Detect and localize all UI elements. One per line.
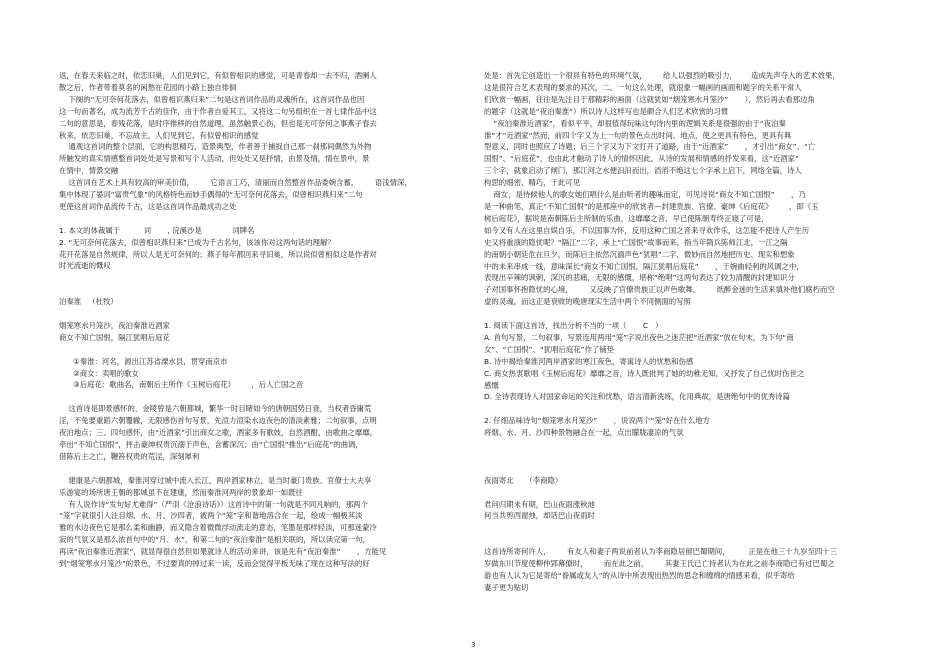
right-column-line: 的题字（这就是“夜泊秦淮”）所以诗人这样写也是颇合人们艺术欣赏的习惯: [484, 106, 729, 116]
left-column-line: 牵出“不知亡国恨”，抨击豪绅权贵沉溺于声色，含蓄深沉；由“亡国恨”推出“后庭花”的曲调，: [59, 440, 363, 449]
left-column-line: 建康是六朝都城，秦淮河穿过城中流入长江，两岸酒家林立，是当时豪门贵族、官僚士大夫享: [59, 475, 372, 485]
left-column-line: [59, 463, 454, 475]
left-column-line: 集中体现了晏词“富贵气象”的风格特色而妙手偶得的“无可奈何花落去，似曾相识燕归来”二句: [59, 190, 363, 200]
left-column-line: “笼”字就很引人注目烟、水、月、沙四者，被两个“笼”字和谐地溶合在一起，绘成一幅极其淡: [59, 511, 363, 521]
right-column-line: C. 商女热衷歌唱《玉树后庭花》靡靡之音，诗人既批判了她的幼稚无知，又抒发了自己忧时伤世之: [484, 368, 805, 378]
left-column-line: 秋来，依恋旧巢，不忘故主，人们见到它，有似曾相识的感觉: [59, 130, 259, 140]
right-column-line: 子对国事怀抱隐忧的心境， 又反映了官僚贵族正以声色歌舞、 纸醉金迷的生活来填补他们腐朽而空: [484, 285, 835, 295]
left-column-line: 所触发的真实情感整首词处处是写景和写个人活动，但处处又是抒情，由景及情，情在景中，景: [59, 154, 370, 164]
left-column-line: 更使这首词作品流传千古，这是这首词作品最成功之处: [59, 201, 237, 211]
right-column-line: 们欣赏一幅画，往往是先注目于那精彩的画面（这就犹如“烟笼寒水月笼沙” ），然后再去看那边角: [484, 94, 815, 104]
left-column-line: [59, 344, 454, 356]
right-column-line: 这是很符合艺术表现的要求的其次，二、一句这么处理，就很象一幅画的画面和题字的关系平常人: [484, 82, 802, 92]
left-column-line: 乐游宴的场所唐王朝的都城虽不在建康，然而秦淮河两岸的景象却一如既往: [59, 487, 303, 497]
right-column-line: [484, 451, 889, 463]
left-column-line: 散之后，作者带着莫名的闲愁在花园的小路上独自徘徊: [59, 82, 237, 92]
right-column-line: 妻子更为贴切: [484, 582, 529, 592]
left-column-line: [59, 272, 454, 284]
left-column-line: 时光流逝的慨叹: [59, 261, 111, 271]
left-column-line: 商女不知亡国恨，隔江犹唱后庭花: [59, 332, 170, 342]
right-column-line: 树后庭花》，据说是南朝陈后主所制的乐曲，这靡靡之音，早已使陈朝寿终正寝了可是，: [484, 213, 769, 223]
right-column-line: [484, 463, 889, 475]
right-column-line: 三个字，就象启动了闸门，那江河之水便汩汩而出，滔滔不绝这七个字承上启下，网络全篇，诗人: [484, 166, 802, 176]
left-column-line: 雅的水边夜色它是那么柔和幽静，而又隐含着微微浮动流走的意态，笔墨是那样轻淡，可那迷蒙冷: [59, 523, 377, 533]
left-column-line: 泊秦淮 （杜牧）: [59, 297, 118, 307]
left-column-line: 返，在春天来临之时，依恋旧巢，人们见到它，有似曾相识的感觉，可是青春却一去不归，酒阑人: [59, 71, 377, 80]
right-column-line: 君问归期未有期，巴山夜雨涨秋池: [484, 499, 595, 509]
right-column-line: “夜泊秦淮近酒家”，看似平平，却很值得玩味这句诗内里的逻辑关系是很强的由于“夜泊秦: [484, 118, 786, 128]
left-column-line: 这首诗是即景感怀的，金陵曾是六朝都城，繁华一时目睹如今的唐朝国势日衰，当权者昏庸荒: [59, 404, 372, 414]
right-column-line: [484, 308, 889, 320]
left-column-line: ①秦淮：河名，源出江苏省溧水县，贯穿南京市: [59, 356, 228, 366]
left-column-line: 有人说作诗“发句好尤难得”（严羽《沧浪诗话》）这首诗中的第一句就是不同凡响的，那两个: [59, 499, 368, 509]
left-column-line: 1. 本文的体裁属于 词 , 浣溪沙是 词牌名: [59, 225, 255, 235]
right-column-line: [484, 487, 889, 499]
right-column-line: 虚的灵魂，而这正是衰败的晚唐现实生活中两个不同侧面的写照: [484, 297, 691, 307]
right-column-line: 表现出辛辣的讽刺，深沉的悲痛，无限的感慨，堪称“绝唱”这两句表达了较为清醒的封建知识分: [484, 273, 795, 283]
right-column-line: [484, 403, 889, 415]
left-column-line: 这首词在艺术上具有较高的审美价值， 它语言工巧，清丽而自然整首作品委婉含蓄， 语浅情深，: [59, 178, 412, 188]
left-column-line: [59, 213, 454, 225]
right-column-line: 这首诗所寄何许人， 有友人和妻子两说前者认为李商隐居留巴蜀期间， 正是在他三十九岁至四十三: [484, 547, 838, 557]
left-column-line: 二句的意思是，春残花落，是时序推移的自然道理，虽然触景心伤，但也是无可奈何之事燕子春去: [59, 118, 377, 128]
left-column-line: 花开花落是自然规律，所以人是无可奈何的；燕子每年都回来寻旧巢，所以说似曾相似这是作者对: [59, 249, 377, 259]
right-column-line: 处是：首先它创造出一个很具有特色的环境气氛， 给人以强烈的吸引力， 造成先声夺人的艺术效果，: [484, 71, 840, 80]
right-column-line: A. 首句写景，二句叙事，写景连用两用“笼”字说出夜色之迷茫把“近酒家”放在句末，为下句“商: [484, 332, 794, 342]
page-number: 3: [471, 641, 476, 649]
left-column-line: ③后庭花：歌曲名，南朝后主所作《玉树后庭花》 ，后人亡国之音: [59, 380, 304, 390]
left-column-line: [59, 308, 454, 320]
right-column-line: D. 全诗表现诗人对国家命运的关注和忧愁，语言清新洗练，化用典故，是唐绝句中的优秀诗篇: [484, 392, 791, 402]
right-column-line: 游也有人认为它是寄给“眷属或友人”的从诗中所表现出热烈的思念和缠绵的情感来看，似乎寄给: [484, 570, 795, 580]
left-column-line: 淫，不免要重蹈六朝覆辙，无限感伤首句写景，先渲力渲染水边夜色的清淡素雅；二句叙事，点明: [59, 416, 377, 426]
right-column-line: 岁做东川节度使柳仲郢幕僚时， 而在此之前， 其妻王氏已亡持者认为在此之前李商隐已有过巴蜀之: [484, 559, 835, 569]
left-column-line: 这一句而著名，成为流芳千古的佳作，由于作者自爱其工，又将这二句另组织在一首七律作品中这: [59, 106, 377, 116]
right-column-line: 1. 阅读下面这首诗，找出分析不当的一项（ C ）: [484, 321, 663, 331]
right-column-line: 的南朝小朝廷危在旦夕，而陈后主依然沉湎声色“犹唱”二字，微妙而自然地把历史、现实和想象: [484, 249, 795, 259]
right-column-line: 何当共剪西窗烛，却话巴山夜雨时: [484, 511, 595, 521]
right-column-line: 女”、“亡国恨”、“犹唱后庭花”作了铺垫: [484, 344, 615, 354]
right-column-line: 国恨”、“后庭花”，也由此才触动了诗人的情怀因此，从诗的发展和情感的抒发来看，这“近酒家”: [484, 154, 799, 164]
left-column-line: 寂的气氛又是那么浓首句中的“月、水”，和第二句的“夜泊秦淮”是相关联的，所以读完第一句，: [59, 535, 370, 545]
right-column: [484, 70, 889, 594]
left-column-line: ②商女：卖唱的歌女: [59, 368, 139, 378]
left-column-line: 烟笼寒水月笼沙，夜泊秦淮近酒家: [59, 320, 170, 330]
left-column-line: 借陈后主之亡，鞭笞权贵的荒淫，深刻犀利: [59, 451, 200, 461]
right-column-line: 型意义，同时也照应了诗题；后三个字又为下文打开了道路，由于“近酒家” ，才引出“商女”、“亡: [484, 142, 816, 152]
left-column-line: 再读“夜泊秦淮近酒家”，就显得很自然但如果就诗人的活动来讲，该是先有“夜泊秦淮” ，方能见: [59, 547, 387, 557]
right-column-line: [484, 439, 889, 451]
left-column-line: 通观这首词的整个层面，它的构思精巧，造景典型，作者善于捕捉自己那一刹那间偶然为外物: [59, 142, 372, 152]
left-column-line: 下阕的“无可奈何花落去，似曾相识燕归来”二句是这首词作品的灵魂所在，这首词作品也因: [59, 94, 365, 104]
left-column-line: [59, 391, 454, 403]
right-column-line: 史又将重演的隐忧呢？“隔江”二字，承上“亡国恨”故事而来，指当年隋兵陈师江北，一江之隔: [484, 237, 788, 247]
right-column-line: 商女，是侍候他人的歌女她们唱什么是由听者的趣味而定，可见诗说“商女不知亡国恨” ，乃: [484, 190, 806, 200]
right-column-line: B. 诗中揭给秦淮河两岸酒家的寒江夜色，寄寓诗人的忧愁和伤感: [484, 356, 694, 366]
left-column-line: 夜泊地点；三、四句感怀，由“近酒家”引出商女之歌，酒家多有歌妓，自然酒酣，由歌曲之靡靡，: [59, 428, 378, 438]
right-column-line: 将烟、水、月、沙四种景物融合在一起，点出朦胧凄凉的气氛: [484, 428, 684, 438]
right-column-line: 是一种曲笔，真正“不知亡国恨”的是那座中的欣赏者—封建贵族、官僚、豪绅《后庭花》 ，即《玉: [484, 201, 819, 211]
right-column-line: 夜雨寄北 （李商隐）: [484, 475, 563, 485]
right-column-line: [484, 534, 889, 546]
right-column-line: 淮”才“近酒家”然而，前四个字又为上一句的景色点出时间、地点，使之更具有特色，更具有典: [484, 130, 792, 140]
left-column-line: 到“烟笼寒水月笼沙”的景色，不过要真的掉过来一读，反而会觉得平板无味了现在这种写法的好: [59, 559, 370, 569]
right-column-line: 中的未来串成一线，意味深长“商女不知亡国恨，隔江犹唱后庭花” ，于婉曲轻利的风调之中，: [484, 261, 804, 271]
right-column-line: 如今又有人在这里自娱自乐，不以国事为怀，反用这种亡国之音来寻欢作乐，这怎能不使诗人产生历: [484, 225, 810, 235]
left-column-line: 2. “无可奈何花落去，似曾相识燕归来”已成为千古名句，该该你对这两句话的理解？: [59, 237, 335, 247]
left-column-line: [59, 284, 454, 296]
left-column-line: 在情中，情景交融: [59, 166, 119, 176]
left-column: [59, 70, 454, 570]
right-column-line: 感慨: [484, 380, 499, 390]
right-column-line: 2. 仔细品味诗句“烟笼寒水月笼沙” ，说说两个“笼”好在什么地方: [484, 416, 710, 426]
right-column-line: [484, 522, 889, 534]
right-column-line: 构思的细密、精巧，于此可见: [484, 178, 581, 188]
